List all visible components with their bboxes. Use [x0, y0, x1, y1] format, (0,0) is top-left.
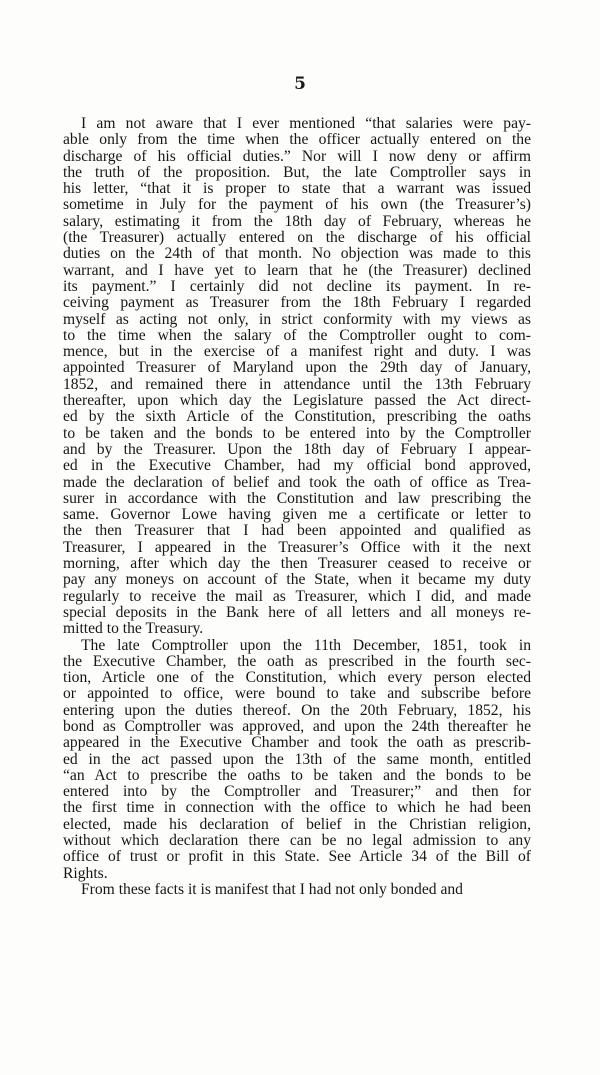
- text-line: mence, but in the exercise of a manifest right and duty. I was: [63, 343, 531, 361]
- text-line: regularly to receive the mail as Treasurer, which I did, and made: [63, 587, 531, 605]
- text-line: From these facts it is manifest that I had not only bonded and: [81, 880, 463, 898]
- text-line: (the Treasurer) actually entered on the discharge of his official: [63, 229, 531, 247]
- text-line: mitted to the Treasury.: [63, 620, 204, 638]
- text-line: ed in the Executive Chamber, had my official bond approved,: [63, 457, 531, 475]
- text-line: The late Comptroller upon the 11th December, 1851, took in: [81, 636, 531, 654]
- text-line: ceiving payment as Treasurer from the 18th February I regarded: [63, 294, 531, 312]
- text-line: the then Treasurer that I had been appointed and qualified as: [63, 522, 531, 540]
- text-line: office of trust or profit in this State. See Article 34 of the Bill of: [63, 848, 531, 866]
- text-line: warrant, and I have yet to learn that he (the Treasurer) declined: [63, 261, 531, 279]
- text-line: Treasurer, I appeared in the Treasurer’s Office with it the next: [63, 538, 531, 556]
- text-line: thereafter, upon which day the Legislature passed the Act direct-: [63, 392, 531, 410]
- text-line: special deposits in the Bank here of all letters and all moneys re-: [63, 603, 531, 621]
- text-line: made the declaration of belief and took the oath of office as Trea-: [63, 473, 531, 491]
- text-line: Rights.: [63, 864, 108, 882]
- text-line: tion, Article one of the Constitution, which every person elected: [63, 669, 531, 687]
- text-line: duties on the 24th of that month. No objection was made to this: [63, 245, 531, 263]
- text-line: “an Act to prescribe the oaths to be taken and the bonds to be: [63, 766, 531, 784]
- text-line: salary, estimating it from the 18th day of February, whereas he: [63, 212, 531, 230]
- text-line: bond as Comptroller was approved, and upon the 24th thereafter he: [63, 717, 531, 735]
- text-line: the first time in connection with the office to which he had been: [63, 799, 531, 817]
- paragraph: [63, 638, 531, 882]
- text-line: 1852, and remained there in attendance until the 13th February: [63, 375, 531, 393]
- body-text: [63, 116, 531, 898]
- text-line: discharge of his official duties.” Nor will I now deny or affirm: [63, 147, 531, 165]
- text-line: myself as acting not only, in strict conformity with my views as: [63, 310, 531, 328]
- page-number: 5: [294, 74, 306, 94]
- text-line: without which declaration there can be no legal admission to any: [63, 832, 531, 850]
- text-line: able only from the time when the officer actually entered on the: [63, 131, 531, 149]
- text-line: to be taken and the bonds to be entered into by the Comptroller: [63, 424, 531, 442]
- text-line: his letter, “that it is proper to state that a warrant was issued: [63, 180, 531, 198]
- text-line: to the time when the salary of the Comptroller ought to com-: [63, 326, 531, 344]
- text-line: morning, after which day the then Treasurer ceased to receive or: [63, 555, 531, 573]
- text-line: ed in the act passed upon the 13th of the same month, entitled: [63, 750, 531, 768]
- text-line: appeared in the Executive Chamber and took the oath as prescrib-: [63, 734, 531, 752]
- text-line: the truth of the proposition. But, the late Comptroller says in: [63, 163, 531, 181]
- text-line: its payment.” I certainly did not decline its payment. In re-: [63, 277, 531, 295]
- text-line: appointed Treasurer of Maryland upon the 29th day of January,: [63, 359, 531, 377]
- text-line: surer in accordance with the Constitution and law prescribing the: [63, 489, 531, 507]
- text-line: entered into by the Comptroller and Treasurer;” and then for: [63, 783, 531, 801]
- text-line: pay any moneys on account of the State, when it became my duty: [63, 571, 531, 589]
- paragraph: [63, 116, 531, 638]
- text-line: elected, made his declaration of belief in the Christian religion,: [63, 815, 531, 833]
- text-line: entering upon the duties thereof. On the 20th February, 1852, his: [63, 701, 531, 719]
- text-line: and by the Treasurer. Upon the 18th day of February I appear-: [63, 440, 531, 458]
- paragraph: [63, 882, 531, 898]
- text-line: ed by the sixth Article of the Constitution, prescribing the oaths: [63, 408, 531, 426]
- text-line: I am not aware that I ever mentioned “that salaries were pay-: [81, 115, 531, 132]
- text-line: same. Governor Lowe having given me a certificate or letter to: [63, 506, 531, 524]
- text-line: the Executive Chamber, the oath as prescribed in the fourth sec-: [63, 652, 531, 670]
- text-line: or appointed to office, were bound to take and subscribe before: [63, 685, 531, 703]
- text-line: sometime in July for the payment of his own (the Treasurer’s): [63, 196, 531, 214]
